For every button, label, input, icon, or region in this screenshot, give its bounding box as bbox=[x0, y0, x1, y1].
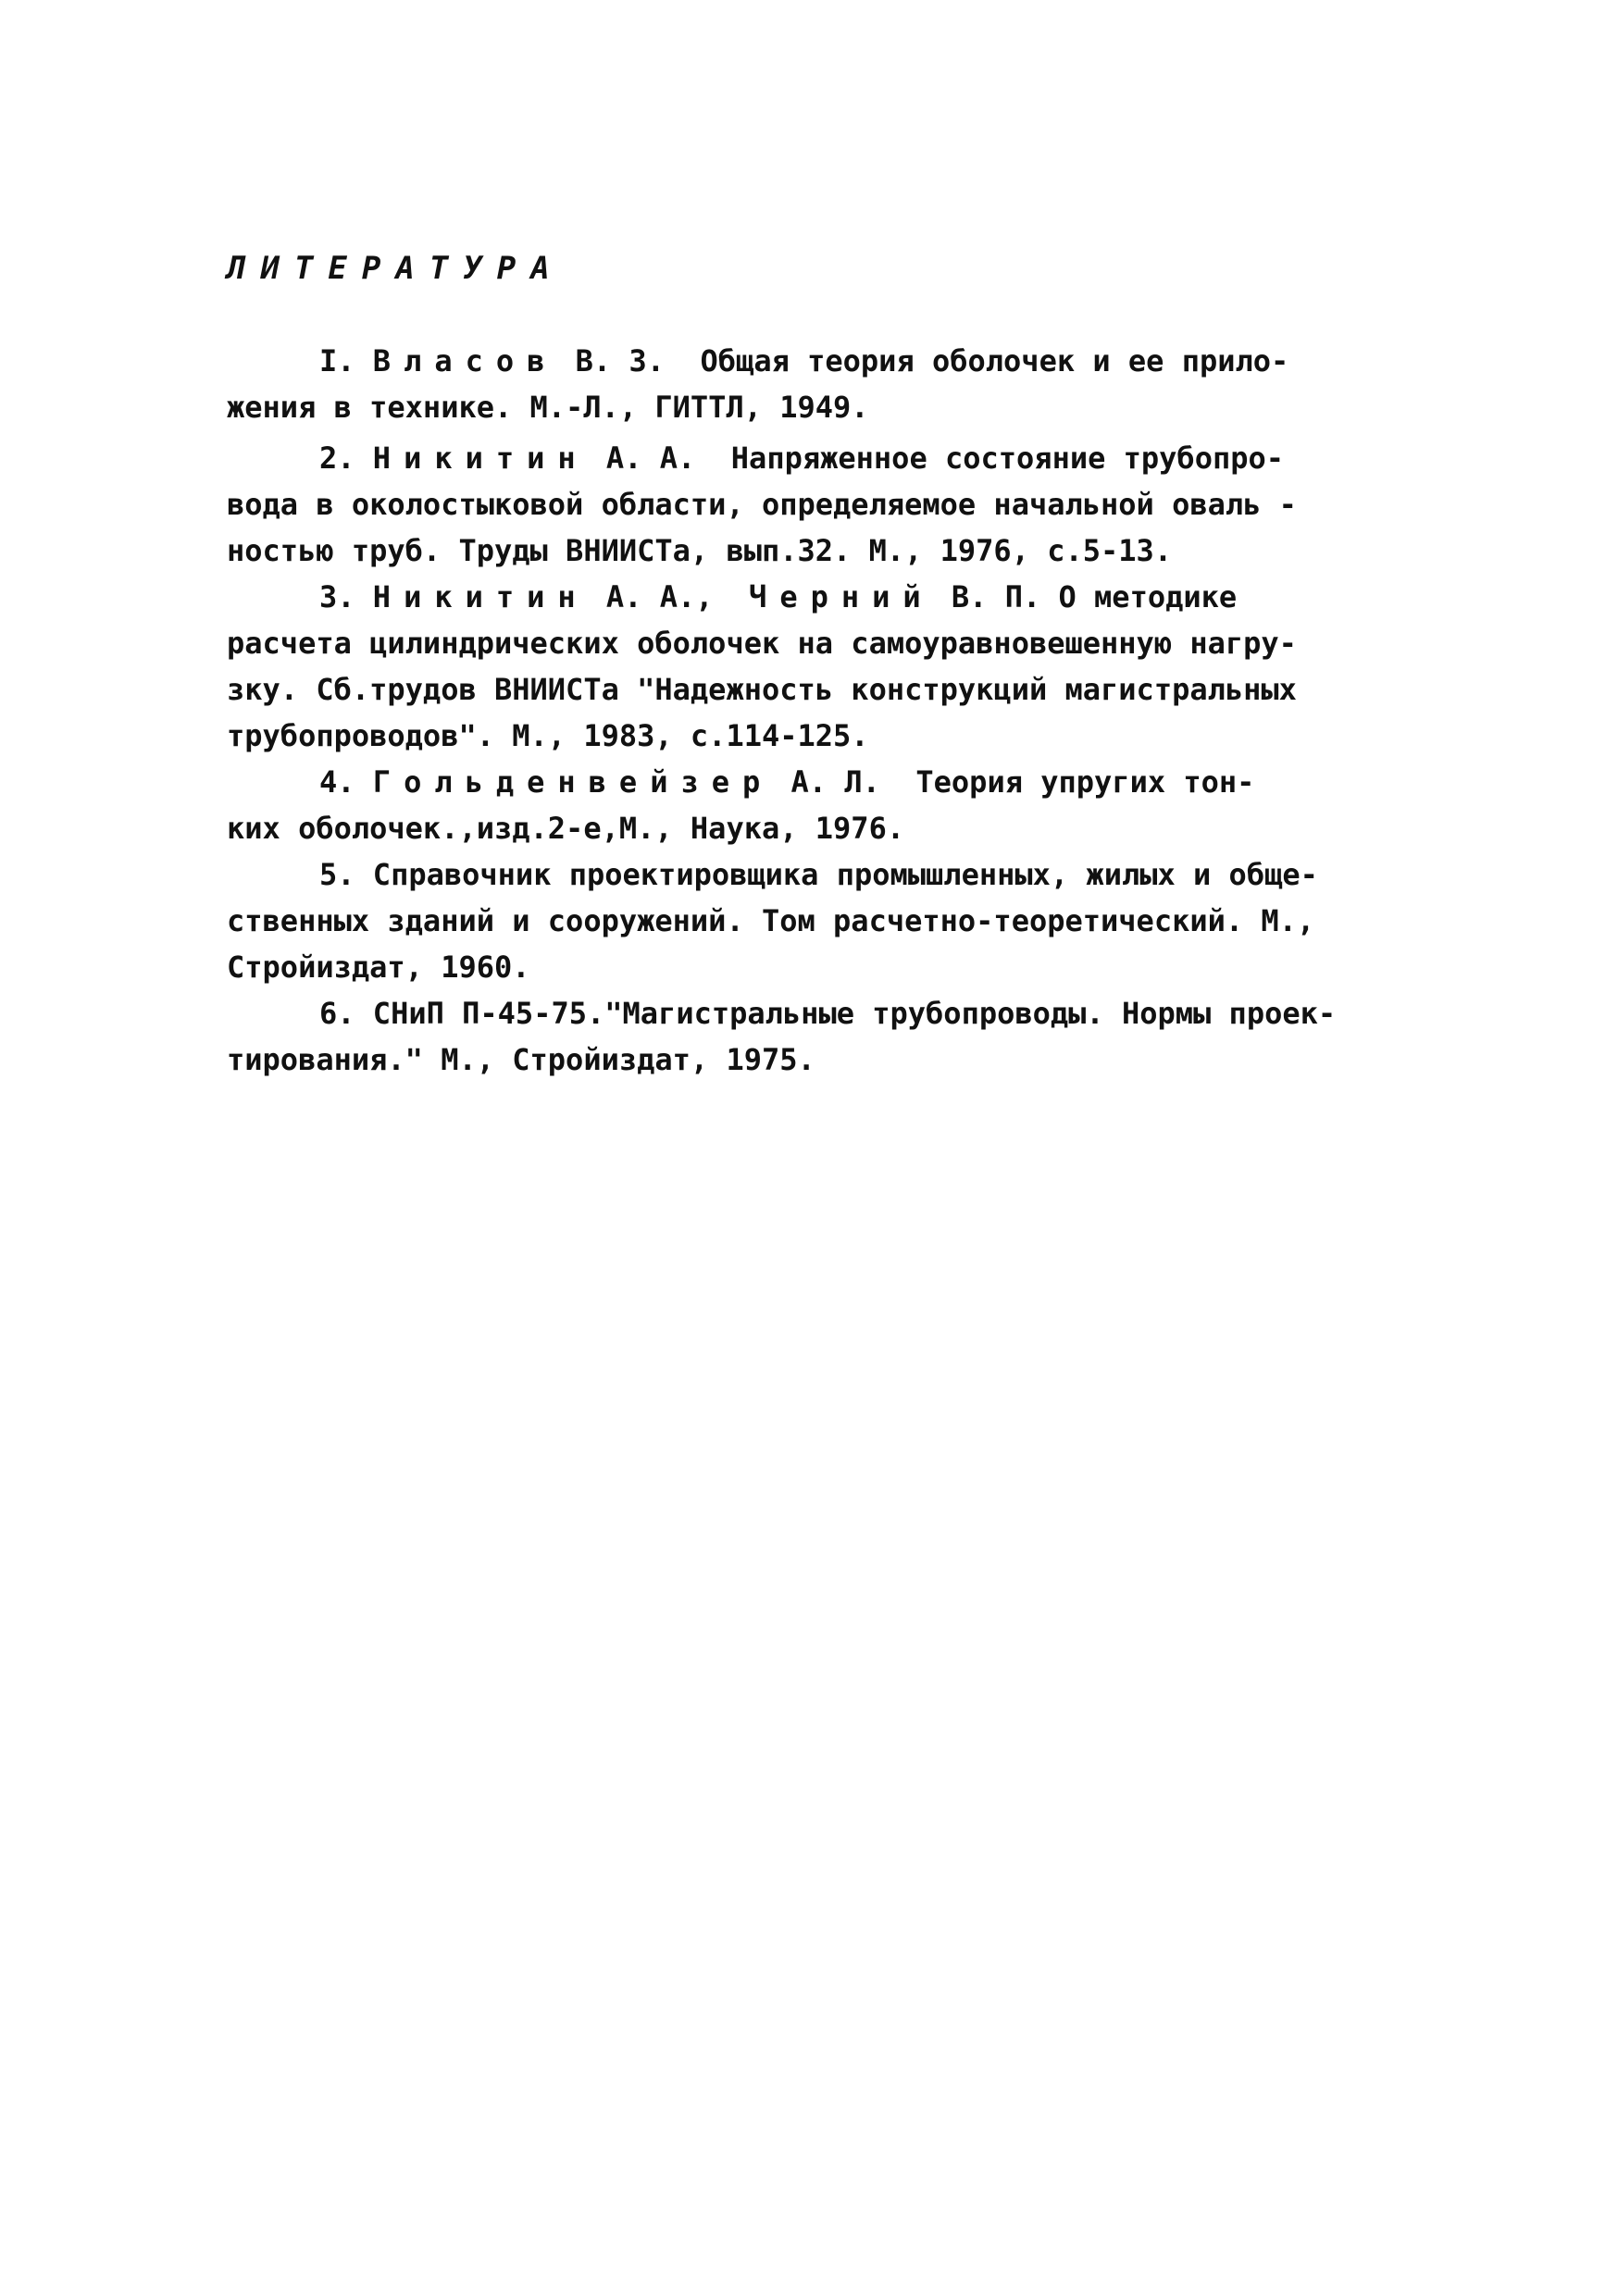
reference-item-3 bbox=[227, 574, 1402, 759]
reference-author: Гольденвейзер bbox=[372, 764, 774, 800]
reference-initials: А. А., bbox=[605, 579, 714, 614]
reference-line: расчета цилиндрических оболочек на самоуравновешенную нагру- bbox=[227, 626, 1297, 661]
reference-line bbox=[227, 435, 1402, 481]
reference-line bbox=[227, 851, 1402, 898]
reference-text: СНиП П-45-75."Магистральные трубопроводы. Нормы проек- bbox=[372, 996, 1337, 1031]
reference-initials: А. Л. bbox=[790, 764, 880, 800]
reference-number: 5. bbox=[319, 857, 355, 892]
reference-author: Никитин bbox=[372, 579, 589, 614]
reference-text: Справочник проектировщика промышленных, жилых и обще- bbox=[372, 857, 1318, 892]
reference-line bbox=[227, 759, 1402, 805]
reference-text: Напряженное состояние трубопро- bbox=[730, 441, 1285, 476]
reference-line: жения в технике. М.-Л., ГИТТЛ, 1949. bbox=[227, 390, 869, 425]
reference-initials: В. З. bbox=[575, 343, 665, 379]
reference-initials: А. А. bbox=[605, 441, 696, 476]
reference-author: Власов bbox=[372, 343, 558, 379]
reference-line: ственных зданий и сооружений. Том расчетно-теоретический. М., bbox=[227, 903, 1315, 938]
reference-item-5 bbox=[227, 851, 1402, 990]
reference-item-6 bbox=[227, 990, 1402, 1083]
reference-author: Черний bbox=[749, 579, 934, 614]
reference-line: Стройиздат, 1960. bbox=[227, 949, 530, 985]
reference-number: 2. bbox=[319, 441, 355, 476]
reference-line: зку. Сб.трудов ВНИИСТа "Надежность конструкций магистральных bbox=[227, 672, 1297, 707]
reference-number: 4. bbox=[319, 764, 355, 800]
reference-number: 3. bbox=[319, 579, 355, 614]
reference-text: Теория упругих тон- bbox=[915, 764, 1255, 800]
page-title: ЛИТЕРАТУРА bbox=[227, 250, 565, 287]
reference-item-2 bbox=[227, 435, 1402, 574]
reference-text: О методике bbox=[1058, 579, 1238, 614]
reference-author: Никитин bbox=[372, 441, 589, 476]
reference-line: трубопроводов". М., 1983, с.114-125. bbox=[227, 718, 869, 753]
reference-item-1 bbox=[227, 338, 1402, 430]
reference-line: вода в околостыковой области, определяемое начальной оваль - bbox=[227, 487, 1297, 522]
reference-number: 6. bbox=[319, 996, 355, 1031]
reference-line: тирования." М., Стройиздат, 1975. bbox=[227, 1042, 815, 1077]
reference-initials: В. П. bbox=[951, 579, 1041, 614]
reference-item-4 bbox=[227, 759, 1402, 851]
reference-line: ностью труб. Труды ВНИИСТа, вып.32. М., 1976, с.5-13. bbox=[227, 533, 1173, 568]
reference-text: Общая теория оболочек и ее прило- bbox=[700, 343, 1289, 379]
reference-line bbox=[227, 990, 1402, 1036]
reference-line bbox=[227, 574, 1402, 620]
reference-line: ких оболочек.,изд.2-е,М., Наука, 1976. bbox=[227, 811, 905, 846]
reference-number: I. bbox=[319, 343, 355, 379]
reference-line bbox=[227, 338, 1402, 384]
